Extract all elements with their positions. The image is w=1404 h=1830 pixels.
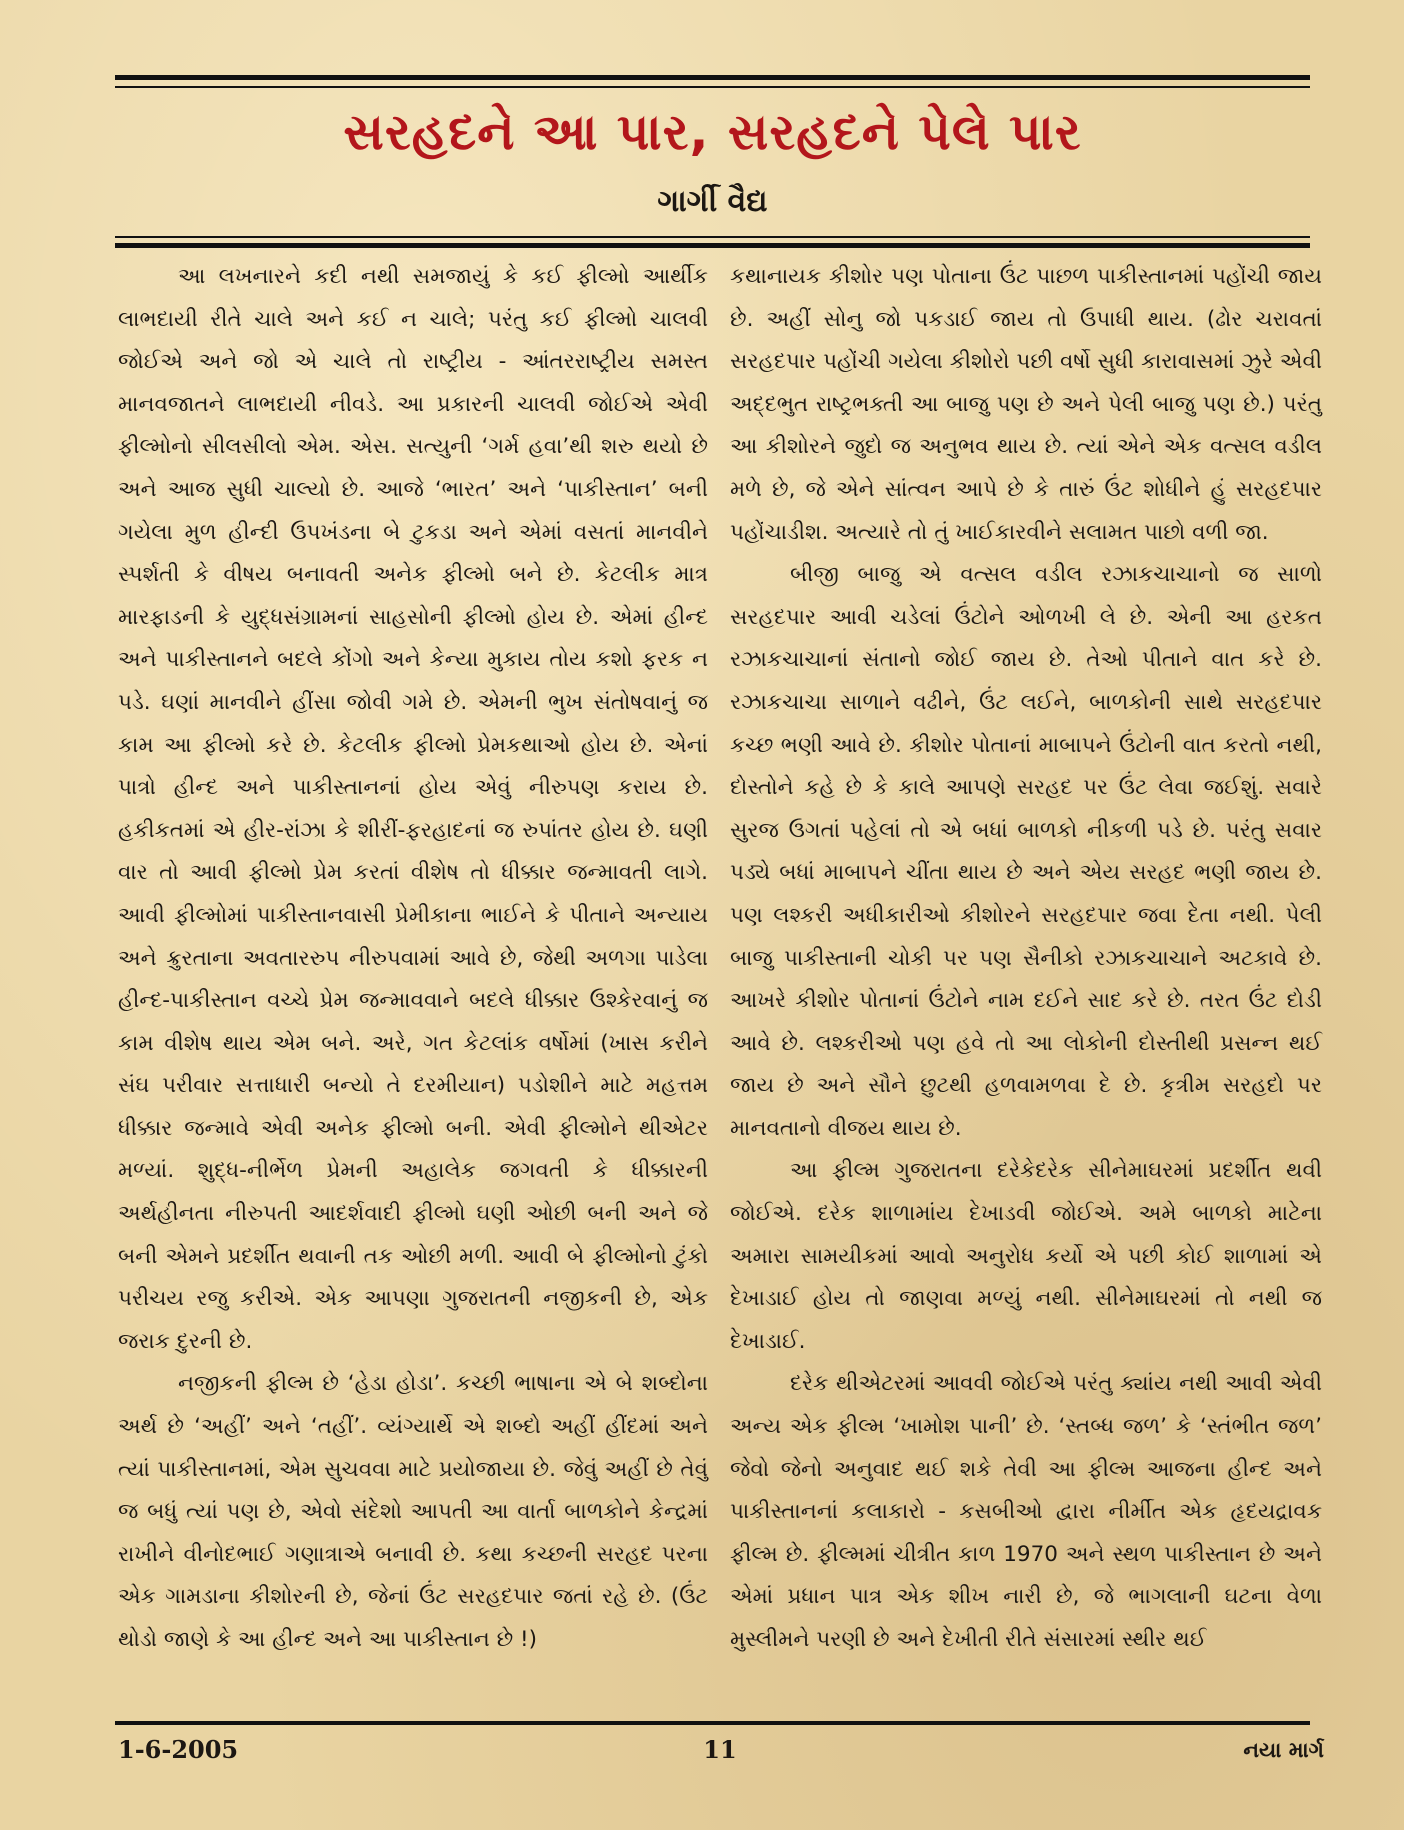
magazine-name: નયા માર્ગ — [1243, 1738, 1324, 1762]
top-rule-thick — [115, 75, 1310, 80]
paragraph: આ ફીલ્મ ગુજરાતના દરેકેદરેક સીનેમાઘરમાં પ્રદર્શીત થવી જોઈએ. દરેક શાળામાંય દેખાડવી જોઈએ. અમે બાળકો માટેના અમારા સામયીકમાં આવો અનુરોધ કર્યો એ પછી કોઈ શાળામાં એ દેખાડાઈ હોય તો જાણવા મળ્યું નથી. સીનેમાઘરમાં તો નથી જ દેખાડાઈ. — [730, 1158, 1322, 1354]
article-author: ગાર્ગી વૈદ્ય — [657, 184, 768, 219]
article-title: સરહદને આ પાર, સરહદને પેલે પાર — [343, 103, 1082, 161]
paragraph: આ લખનારને કદી નથી સમજાયું કે કઈ ફીલ્મો આર્થીક લાભદાયી રીતે ચાલે અને કઈ ન ચાલે; પરંતુ કઈ ફીલ્મો ચાલવી જોઈએ અને જો એ ચાલે તો રાષ્ટ્રીય - આંતરરાષ્ટ્રીય સમસ્ત માનવજાતને લાભદાયી નીવડે. આ પ્રકારની ચાલવી જોઈએ એવી ફીલ્મોનો સીલસીલો એમ. એસ. સત્યુની ‘ગર્મ હવા’થી શરુ થયો છે અને આજ સુધી ચાલ્યો છે. આજે ‘ભારત’ અને ‘પાકીસ્તાન’ બની ગયેલા મુળ હીન્દી ઉપખંડના બે ટુકડા અને એમાં વસતાં માનવીને સ્પર્શતી કે વીષય બનાવતી અનેક ફીલ્મો બને છે. કેટલીક માત્ર મારફાડની કે યુદ્ધસંગ્રામનાં સાહસોની ફીલ્મો હોય છે. એમાં હીન્દ અને પાકીસ્તાનને બદલે કોંગો અને કેન્યા મુકાય તોય કશો ફરક ન પડે. ઘણાં માનવીને હીંસા જોવી ગમે છે. એમની ભુખ સંતોષવાનું જ કામ આ ફીલ્મો કરે છે. કેટલીક ફીલ્મો પ્રેમકથાઓ હોય છે. એનાં પાત્રો હીન્દ અને પાકીસ્તાનનાં હોય એવું નીરુપણ કરાય છે. હકીકતમાં એ હીર-રાંઝા કે શીરીં-ફરહાદનાં જ રુપાંતર હોય છે. ઘણી વાર તો આવી ફીલ્મો પ્રેમ કરતાં વીશેષ તો ધીક્કાર જન્માવતી લાગે. આવી ફીલ્મોમાં પાકીસ્તાનવાસી પ્રેમીકાના ભાઈને કે પીતાને અન્યાય અને ક્રુરતાના અવતારરુપ નીરુપવામાં આવે છે, જેથી અળગા પાડેલા હીન્દ-પાકીસ્તાન વચ્ચે પ્રેમ જન્માવવાને બદલે ધીક્કાર ઉશ્કેરવાનું જ કામ વીશેષ થાય એમ બને. અરે, ગત કેટલાંક વર્ષોમાં (ખાસ કરીને સંઘ પરીવાર સત્તાધારી બન્યો તે દરમીયાન) પડોશીને માટે મહત્તમ ધીક્કાર જન્માવે એવી અનેક ફીલ્મો બની. એવી ફીલ્મોને થીએટર મળ્યાં. શુદ્ધ-નીર્ભેળ પ્રેમની અહાલેક જગવતી કે ધીક્કારની અર્થહીનતા નીરુપતી આદર્શવાદી ફીલ્મો ઘણી ઓછી બની અને જે બની એમને પ્રદર્શીત થવાની તક ઓછી મળી. આવી બે ફીલ્મોનો ટુંકો પરીચય રજુ કરીએ. એક આપણા ગુજરાતની નજીકની છે, એક જરાક દુરની છે. — [118, 264, 708, 1354]
footer-rule — [115, 1721, 1310, 1725]
top-rule-thin — [115, 86, 1310, 88]
paragraph: કથાનાયક કીશોર પણ પોતાના ઉંટ પાછળ પાકીસ્તાનમાં પહોંચી જાય છે. અહીં સોનુ જો પકડાઈ જાય તો ઉપાધી થાય. (ઢોર ચરાવતાં સરહદપાર પહોંચી ગયેલા કીશોરો પછી વર્ષો સુધી કારાવાસમાં ઝુરે એવી અદ્દભુત રાષ્ટ્રભક્તી આ બાજુ પણ છે અને પેલી બાજુ પણ છે.) પરંતુ આ કીશોરને જુદો જ અનુભવ થાય છે. ત્યાં એને એક વત્સલ વડીલ મળે છે, જે એને સાંત્વન આપે છે કે તારું ઉંટ શોધીને હું સરહદપાર પહોંચાડીશ. અત્યારે તો તું ખાઈકારવીને સલામત પાછો વળી જા. — [730, 264, 1322, 545]
paragraph: નજીકની ફીલ્મ છે ‘હેડા હોડા’. કચ્છી ભાષાના એ બે શબ્દોના અર્થ છે ‘અહીં’ અને ‘તહીં’. વ્યંગ્યાર્થે એ શબ્દો અહીં હીંદમાં અને ત્યાં પાકીસ્તાનમાં, એમ સુચવવા માટે પ્રયોજાયા છે. જેવું અહીં છે તેવું જ બધું ત્યાં પણ છે, એવો સંદેશો આપતી આ વાર્તા બાળકોને કેન્દ્રમાં રાખીને વીનોદભાઈ ગણાત્રાએ બનાવી છે. કથા કચ્છની સરહદ પરના એક ગામડાના કીશોરની છે, જેનાં ઉંટ સરહદપાર જતાં રહે છે. (ઉંટ થોડો જાણે કે આ હીન્દ અને આ પાકીસ્તાન છે !) — [118, 1371, 708, 1652]
paragraph: દરેક થીએટરમાં આવવી જોઈએ પરંતુ ક્યાંય નથી આવી એવી અન્ય એક ફીલ્મ ‘ખામોશ પાની’ છે. ‘સ્તબ્ધ જળ’ કે ‘સ્તંભીત જળ’ જેવો જેનો અનુવાદ થઈ શકે તેવી આ ફીલ્મ આજના હીન્દ અને પાકીસ્તાનનાં કલાકારો - કસબીઓ દ્વારા નીર્મીત એક હૃદયદ્રાવક ફીલ્મ છે. ફીલ્મમાં ચીત્રીત કાળ 1970 અને સ્થળ પાકીસ્તાન છે અને એમાં પ્રધાન પાત્ર એક શીખ નારી છે, જે ભાગલાની ઘટના વેળા મુસ્લીમને પરણી છે અને દેખીતી રીતે સંસારમાં સ્થીર થઈ — [730, 1371, 1322, 1652]
paragraph: બીજી બાજુ એ વત્સલ વડીલ રઝાકચાચાનો જ સાળો સરહદપાર આવી ચડેલાં ઉંટોને ઓળખી લે છે. એની આ હરકત રઝાકચાચાનાં સંતાનો જોઈ જાય છે. તેઓ પીતાને વાત કરે છે. રઝાકચાચા સાળાને વઢીને, ઉંટ લઈને, બાળકોની સાથે સરહદપાર કચ્છ ભણી આવે છે. કીશોર પોતાનાં માબાપને ઉંટોની વાત કરતો નથી, દોસ્તોને કહે છે કે કાલે આપણે સરહદ પર ઉંટ લેવા જઈશું. સવારે સુરજ ઉગતાં પહેલાં તો એ બધાં બાળકો નીકળી પડે છે. પરંતુ સવાર પડ્યે બધાં માબાપને ચીંતા થાય છે અને એય સરહદ ભણી જાય છે. પણ લશ્કરી અધીકારીઓ કીશોરને સરહદપાર જવા દેતા નથી. પેલી બાજુ પાકીસ્તાની ચોકી પર પણ સૈનીકો રઝાકચાચાને અટકાવે છે. આખરે કીશોર પોતાનાં ઉંટોને નામ દઈને સાદ કરે છે. તરત ઉંટ દોડી આવે છે. લશ્કરીઓ પણ હવે તો આ લોકોની દોસ્તીથી પ્રસન્ન થઈ જાય છે અને સૌને છુટથી હળવામળવા દે છે. કૃત્રીમ સરહદો પર માનવતાનો વીજય થાય છે. — [730, 562, 1322, 1141]
left-column — [118, 256, 708, 1662]
header-rule-thin — [115, 236, 1310, 238]
issue-date: 1-6-2005 — [118, 1735, 239, 1764]
right-column — [730, 256, 1322, 1662]
header-rule-thick — [115, 243, 1310, 248]
page-number: 11 — [703, 1735, 737, 1764]
